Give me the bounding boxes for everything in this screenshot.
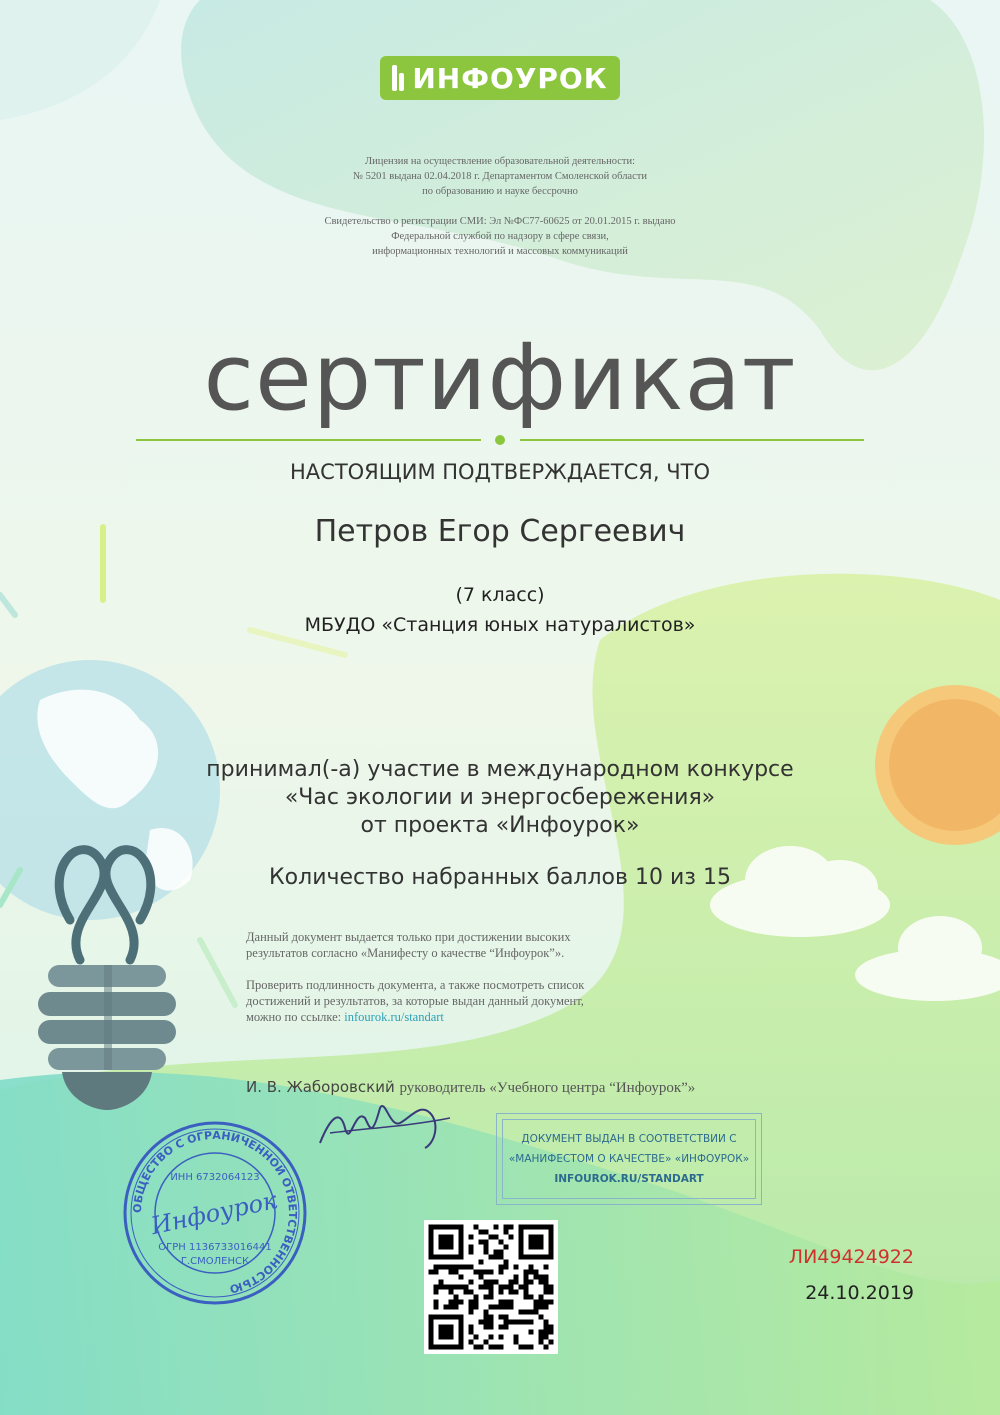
manifest-line: «МАНИФЕСТОМ О КАЧЕСТВЕ» «ИНФОУРОК» xyxy=(508,1153,750,1165)
note-line xyxy=(246,1009,716,1025)
handwritten-signature xyxy=(310,1088,460,1158)
company-stamp xyxy=(120,1118,310,1308)
license-line: по образованию и науке бессрочно xyxy=(422,186,578,197)
stamp-ogrn: ОГРН 1136733016441 xyxy=(158,1242,272,1253)
stamp-city: Г.СМОЛЕНСК xyxy=(180,1256,250,1267)
signatory-name: И. В. Жаборовский xyxy=(246,1078,395,1096)
verification-note xyxy=(246,977,716,1025)
verification-link[interactable]: infourok.ru/standart xyxy=(344,1010,444,1024)
manifest-link: INFOUROK.RU/STANDART xyxy=(554,1173,704,1185)
divider-left xyxy=(136,439,481,441)
infourok-logo xyxy=(380,56,620,100)
media-cert-line: Свидетельство о регистрации СМИ: Эл №ФС77-60625 от 20.01.2015 г. выдано xyxy=(324,216,676,227)
logo-text: ИНФОУРОК xyxy=(412,61,608,95)
manifest-line: ДОКУМЕНТ ВЫДАН В СООТВЕТСТВИИ С xyxy=(521,1133,737,1145)
score-text: Количество набранных баллов 10 из 15 xyxy=(269,865,731,890)
qr-code[interactable] xyxy=(424,1220,558,1354)
manifest-box xyxy=(496,1113,762,1205)
divider-right xyxy=(520,439,864,441)
stamp-ring-text: ОБЩЕСТВО С ОГРАНИЧЕННОЙ ОТВЕТСТВЕННОСТЬЮ xyxy=(130,1128,300,1296)
license-info xyxy=(0,154,1000,199)
participation-text xyxy=(0,756,1000,840)
contest-name: «Час экологии и энергосбережения» xyxy=(284,785,716,810)
note-line: Проверить подлинность документа, а также посмотреть список xyxy=(246,978,585,992)
participation-line: принимал(-а) участие в международном конкурсе xyxy=(206,757,794,782)
confirm-heading: НАСТОЯЩИМ ПОДТВЕРЖДАЕТСЯ, ЧТО xyxy=(290,460,710,484)
issue-date: 24.10.2019 xyxy=(805,1282,914,1304)
media-cert-line: Федеральной службой по надзору в сфере связи, xyxy=(391,231,609,242)
media-certificate-info xyxy=(0,214,1000,259)
signatory-role: руководитель «Учебного центра “Инфоурок”» xyxy=(399,1080,696,1096)
divider-dot xyxy=(495,435,505,445)
recipient-class: (7 класс) xyxy=(455,584,545,606)
license-line: Лицензия на осуществление образовательной деятельности: xyxy=(364,156,635,167)
note-line: Данный документ выдается только при достижении высоких xyxy=(246,930,571,944)
recipient-name: Петров Егор Сергеевич xyxy=(314,514,686,549)
note-line: результатов согласно «Манифесту о качестве “Инфоурок”». xyxy=(246,946,565,960)
recipient-organization: МБУДО «Станция юных натуралистов» xyxy=(304,614,696,636)
note-link-prefix: можно по ссылке: xyxy=(246,1010,342,1024)
quality-note xyxy=(246,929,716,961)
note-line: достижений и результатов, за которые выдан данный документ, xyxy=(246,994,584,1008)
stamp-center-text: Инфоурок xyxy=(148,1186,280,1241)
certificate-title: сертификат xyxy=(203,324,797,431)
participation-line: от проекта «Инфоурок» xyxy=(360,813,640,838)
media-cert-line: информационных технологий и массовых коммуникаций xyxy=(372,246,628,257)
stamp-inn: ИНН 6732064123 xyxy=(170,1172,260,1183)
license-line: № 5201 выдана 02.04.2018 г. Департаментом Смоленской области xyxy=(353,171,647,182)
registration-number: ЛИ49424922 xyxy=(788,1246,914,1268)
logo-mark-icon xyxy=(392,65,406,91)
